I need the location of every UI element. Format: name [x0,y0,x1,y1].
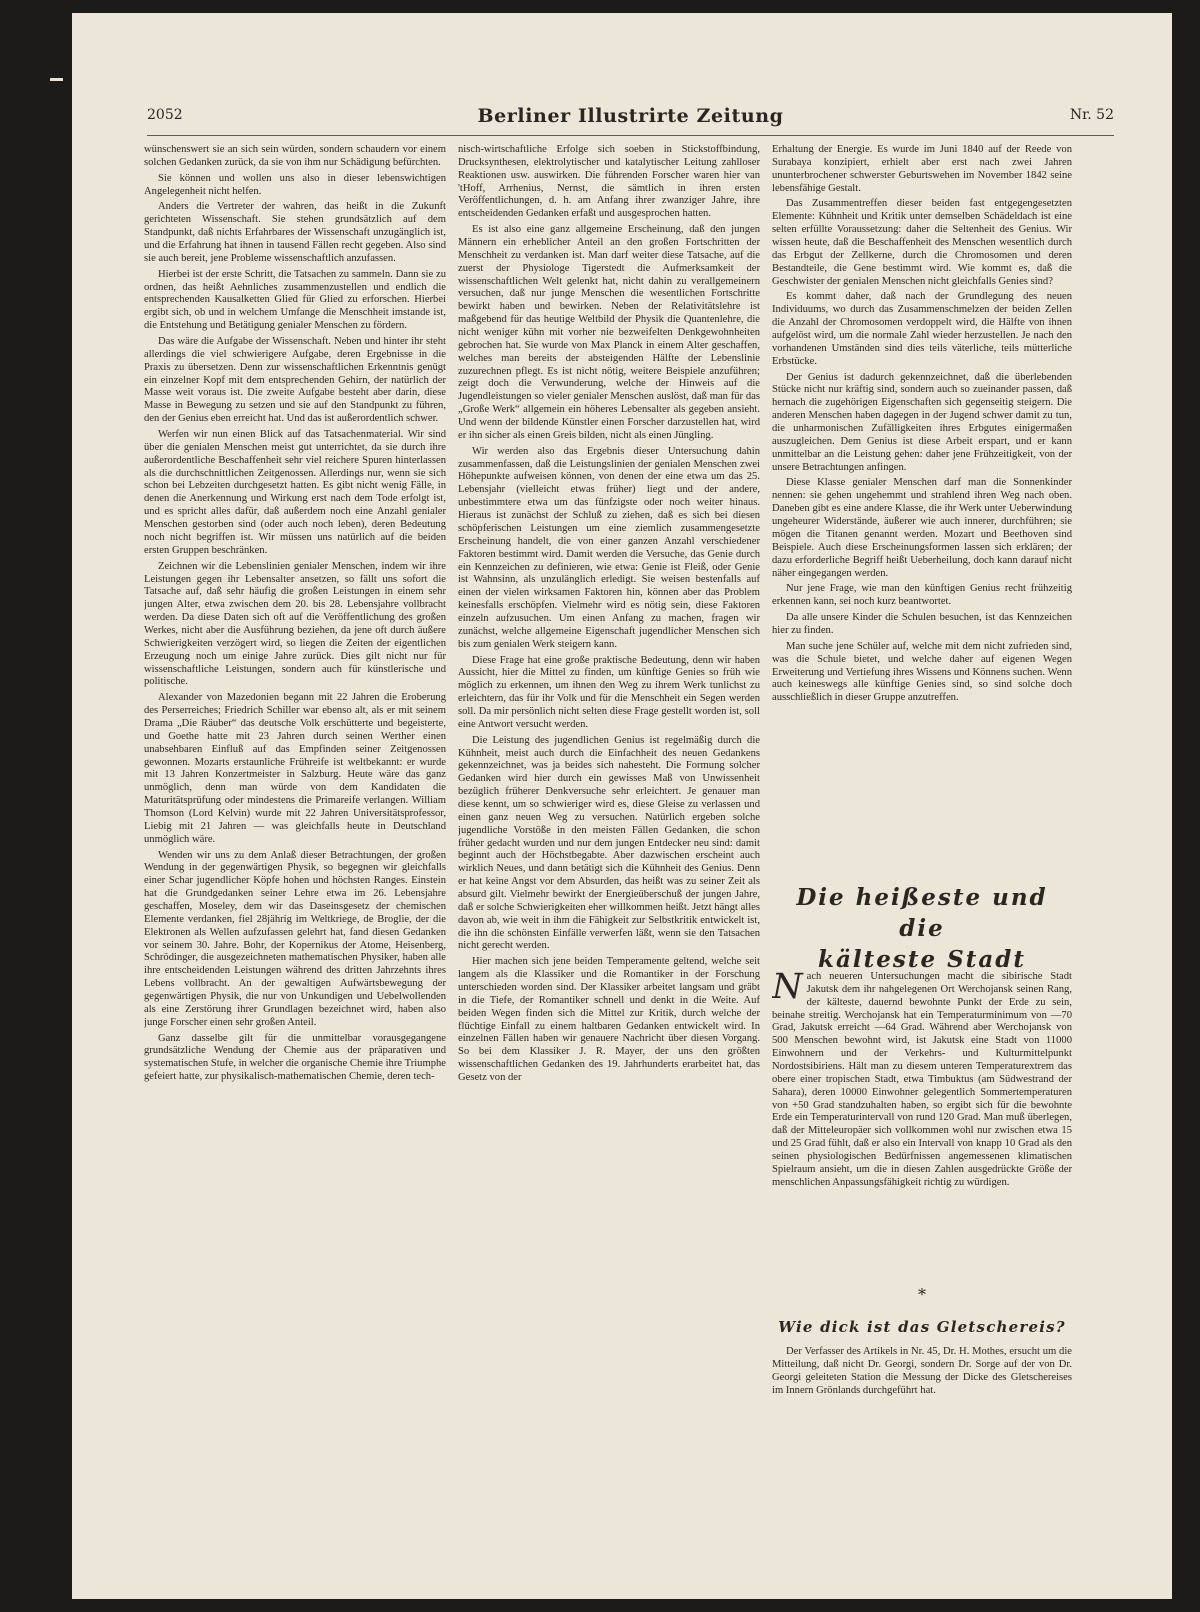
title-line: kälteste Stadt [818,946,1026,973]
article-title-glacier-ice: Wie dick ist das Gletschereis? [778,1318,1066,1336]
paragraph: Das Zusammentreffen dieser beiden fast entgegengesetzten Elemente: Kühnheit und Kritik unter demselben Schädeldach ist eine selten erfüllte Voraussetzung: daher die Seltenheit des Genius. Wir wissen heute, daß die Beschaffenheit des Menschen wesentlich durch das Erbgut der Zellkerne, durch die Chromosomen und deren Bestandteile, die Gene bestimmt wird. Wie kommt es, daß die Geschwister der genialen Menschen nicht gleichfalls Genies sind? [772,198,1072,287]
paragraph: Anders die Vertreter der wahren, das heißt in die Zukunft gerichteten Wissenschaft. Sie stehen grundsätzlich auf dem Standpunkt, daß nichts Erfahrbares der Wissenschaft unzugänglich ist, und die Erfahrung hat ihnen in tausend Fällen recht gegeben. Also sind sie auch bereit, jene Probleme wissenschaftlich anzufassen. [144,201,446,264]
article-text: ach neueren Untersuchungen macht die sibirische Stadt Jakutsk dem ihr nahgelegenen Ort Werchojansk seinen Rang, der kälteste, dauernd bewohnte Punkt der Erde zu sein, beinahe streitig. Werchojansk hat ein Temperaturminimum von —70 Grad, Jakutsk erreicht —64 Grad. Während aber Werchojansk von 500 Menschen bewohnt wird, ist Jakutsk eine Stadt von 11000 Einwohnern und der Verkehrs- und Kulturmittelpunkt Nordostsibiriens. Hält man zu diesem unteren Temperaturextrem das obere einer tropischen Stadt, etwa Timbuktus (am Südwestrand der Sahara), deren 10000 Einwohner gelegentlich Sommertemperaturen von +50 Grad standzuhalten haben, so ergibt sich für die bewohnte Erde ein Temperaturintervall von rund 120 Grad. Man muß überlegen, daß der Mitteleuropäer sich vollkommen wohl nur zwischen etwa 15 und 25 Grad fühlt, daß er also ein Intervall von knapp 10 Grad als den seinen physiologischen Bedürfnissen angemessenen klimatischen Spielraum ansieht, um die in diesen Zahlen ausgedrückte Größe der menschlichen Anpassungsfähigkeit richtig zu würdigen. [772,971,1072,1188]
paragraph: Diese Klasse genialer Menschen darf man die Sonnenkinder nennen: sie gehen ungehemmt und strahlend ihren Weg nach oben. Daneben gibt es eine andere Klasse, die ihr Werk unter Ueberwindung ungeheurer Widerstände, äußerer wie auch innerer, durchführen; sie mögen die Titanen genannt werden. Mozart und Beethoven sind Beispiele. Auch diese Erscheinungsformen lassen sich erklären; der dazu erforderliche Begriff heißt Ueberheilung, doch kann darauf nicht näher eingegangen werden. [772,477,1072,579]
paragraph: Hier machen sich jene beiden Temperamente geltend, welche seit langem als die Klassiker und die Romantiker in der Forschung unterschieden worden sind. Der Klassiker arbeitet langsam und gräbt in die Tiefe, der Romantiker schnell und denkt in die Weite. Auf beiden Wegen finden sich die Mittel zur Kritik, durch welche der flüchtige Einfall zu einem haltbaren Gedanken entwickelt wird. In einzelnen Fällen haben wir genauere Nachricht über diesen Vorgang. So bei dem Klassiker J. R. Mayer, der uns den größten wissenschaftlichen Gedanken des 19. Jahrhunderts erarbeitet hat, das Gesetz von der [458,956,760,1084]
newspaper-page [72,13,1172,1599]
paragraph: wünschenswert sie an sich sein würden, sondern schaudern vor einem solchen Gedanken zurück, da sie von ihm nur Schädigung befürchten. [144,144,446,168]
paragraph: Wir werden also das Ergebnis dieser Untersuchung dahin zusammenfassen, daß die Leistungslinien der genialen Menschen zwei Höhepunkte aufweisen können, von denen der eine etwa um das 25. Lebensjahr (vielleicht etwas früher) liegt und der andere, unbestimmtere etwa um das fünfzigste oder noch weiter hinaus. Hieraus ist zunächst der Schluß zu ziehen, daß es sich bei diesen schöpferischen Leistungen um eine ziemlich zusammengesetzte Erscheinung handelt, die von einer ganzen Anzahl verschiedener Faktoren bestimmt wird. Damit werden die Versuche, das Genie durch ein Kennzeichen zu definieren, wie etwa: Genie ist Fleiß, oder Genie ist Wahnsinn, als unzulänglich erledigt. Sie weisen bestenfalls auf einen der vielen wirksamen Faktoren hin, können aber das Problem keinesfalls erschöpfen. Vielmehr wird es nötig sein, diese Faktoren einzeln aufzusuchen. Um einen Anfang zu machen, fragen wir zunächst, welche allgemeine Eigenschaft jugendlicher Menschen sich bis zum genialen Werk steigern kann. [458,445,760,650]
drop-cap: N [772,971,803,1007]
article-body-hottest-coldest-city [772,971,1072,1271]
paragraph: Es kommt daher, daß nach der Grundlegung des neuen Individuums, wo durch das Zusammenschmelzen der beiden Zellen die Anzahl der Chromosomen verdoppelt wird, die Hälfte von ihnen aufgelöst wird, um die normale Zahl wieder herzustellen. Je nach den vorhandenen Umständen sind dies teils väterliche, teils mütterliche Erbstücke. [772,291,1072,367]
paragraph: Es ist also eine ganz allgemeine Erscheinung, daß den jungen Männern ein erheblicher Anteil an den großen Fortschritten der Menschheit zu verdanken ist. Man darf weiter diese Tatsache, auf die zuerst der Physiologe Tigerstedt die Aufmerksamkeit der wissenschaftlichen Welt gelenkt hat, nicht dahin zu verallgemeinern versuchen, daß nur junge Menschen die wesentlichen Fortschritte bewirkt haben und bewirken. Neben der Relativitätslehre ist maßgebend für das heutige Weltbild der Physik die Quantenlehre, die nicht weniger kühn mit vorher nie bezweifelten Denkgewohnheiten gebrochen hat. Sie wurde von Max Planck in einem Alter geschaffen, welches man bereits der absteigenden Hälfte der Lebenslinie zuzurechnen pflegt. Es ist nicht nötig, weitere Beispiele anzuführen; zeigt doch die Verwunderung, welche der Hinweis auf die Jugendleistungen so vieler genialer Menschen auslöst, daß man für das „Große Werk“ allgemein ein höheres Lebensalter als gegeben ansieht. Und wenn der bildende Künstler einen Forscher darzustellen hat, wird er ihn sicher als einen Greis bilden, nicht als einen Jüngling. [458,224,760,441]
paragraph: Man suche jene Schüler auf, welche mit dem nicht zufrieden sind, was die Schule bietet, und welche daher auf eigenen Wegen Erweiterung und Vertiefung ihres Wissens und Könnens suchen. Wenn auch keineswegs alle künftige Genies sind, so sind solche doch ausschließlich in dieser Gruppe anzutreffen. [772,640,1072,704]
article-body-glacier-ice [772,1346,1072,1426]
paragraph: Die Leistung des jugendlichen Genius ist regelmäßig durch die Kühnheit, meist auch durch die Einfachheit des neuen Gedankens gekennzeichnet, was ja beides sich nahesteht. Die Formung solcher Gedanken wird hier durch ein gewisses Maß von Unwissenheit bezüglich früherer Denkversuche sehr erleichtert. Je genauer man diese kennt, um so schwieriger wird es, diese Gleise zu verlassen und einen ganz neuen Weg zu versuchen. Natürlich ergeben solche jugendliche Vorstöße in den meisten Fällen Gedanken, die schon früher gedacht wurden und nur dem jungen Entdecker neu sind: damit beginnt auch der Höchstbegabte. Aber dazwischen erscheint auch wirklich Neues, und dann betätigt sich die Kühnheit des Genius. Denn er hat keine Angst vor dem Absurden, das heißt was zu seiner Zeit als absurd gilt. Vielmehr bewirkt der Energieüberschuß der jungen Jahre, daß er solche Schwierigkeiten eher willkommen heißt. Jetzt hängt alles davon ab, wie weit in ihm die Fähigkeit zur Selbstkritik entwickelt ist, die ihn die schönsten Einfälle verwerfen läßt, wenn sie den Tatsachen nicht gerecht werden. [458,734,760,952]
article-column-2 [458,144,760,1579]
paragraph: Zeichnen wir die Lebenslinien genialer Menschen, indem wir ihre Leistungen gegen ihr Lebensalter ansetzen, so fällt uns sofort die Tatsache auf, daß sehr häufig die großen Leistungen in einem sehr jungen Alter, etwa zwischen dem 20. bis 28. Lebensjahre vollbracht werden. Da diese Daten sich oft auf die Veröffentlichung des großen Werkes, nicht aber die Ausführung beziehen, da jene oft durch äußere Schwierigkeiten verzögert wird, so liegen die Zeiten der eigentlichen Erzeugung noch um einige Jahre zurück. Dies gilt nicht nur für wissenschaftliche Leistungen, sondern auch für künstlerische und politische. [144,560,446,688]
paragraph: Erhaltung der Energie. Es wurde im Juni 1840 auf der Reede von Surabaya konzipiert, erhielt aber erst nach zwei Jahren ununterbrochener schwerster Geburtswehen im November 1842 seine lebensfähige Gestalt. [772,144,1072,194]
article-column-1 [144,144,446,1579]
paragraph: Der Genius ist dadurch gekennzeichnet, daß die überlebenden Stücke nicht nur kräftig sind, sondern auch so zueinander passen, daß hernach die zugehörigen Eigenschaften sich gegenseitig steigern. Die anderen Menschen haben dagegen in der Jugend schwer damit zu tun, die unharmonischen Zufälligkeiten ihres Erbgutes einigermaßen auszugleichen. Dem Genius ist diese Arbeit erspart, und er kann unmittelbar an die Leistung gehen: daher jene Frühzeitigkeit, von der unsere Betrachtungen anfingen. [772,371,1072,473]
article-title-hottest-coldest-city [772,882,1072,975]
paragraph: Das wäre die Aufgabe der Wissenschaft. Neben und hinter ihr steht allerdings die viel schwierigere Aufgabe, deren Ergebnisse in die Praxis zu übersetzen. Denn zur wissenschaftlichen Erkenntnis genügt ein einzelner Kopf mit dem entsprechenden Gehirn, der natürlich der Masse weit voraus ist. Die zweite Aufgabe besteht aber darin, diese Masse in Bewegung zu setzen und sie auf den Standpunkt zu führen, den der Genius eben erreicht hat. Und das ist außerordentlich schwer. [144,336,446,425]
paragraph: Der Verfasser des Artikels in Nr. 45, Dr. H. Mothes, ersucht um die Mitteilung, daß nicht Dr. Georgi, sondern Dr. Sorge auf der von Dr. Georgi geleiteten Station die Messung der Dicke des Gletschereises im Innern Grönlands durchgeführt hat. [772,1346,1072,1396]
paragraph: Werfen wir nun einen Blick auf das Tatsachenmaterial. Wir sind über die genialen Menschen meist gut unterrichtet, da sie durch ihre außerordentliche Beschaffenheit sehr viel reichere Spuren hinterlassen als die durchschnittlichen Zeitgenossen. Allerdings nur, wenn sie sich schon bei Lebzeiten durchgesetzt hatten. Es gibt nicht wenig Fälle, in denen die Anerkennung und Wirkung erst nach dem Tode erfolgt ist, und es spricht alles dafür, daß außerdem noch eine Anzahl genialer Menschen gestorben sind (oder auch noch leben), deren Bedeutung noch nicht begriffen ist. Wir müssen uns natürlich auf die beiden ersten Gruppen beschränken. [144,429,446,556]
article-column-3 [772,144,1072,846]
section-separator: * [918,1285,926,1304]
paragraph: nisch-wirtschaftliche Erfolge sich soeben in Stickstoffbindung, Drucksynthesen, elektrolytischer und katalytischer Leitung zahlloser Reaktionen usw. auswirken. Die führenden Forscher waren hier van 'tHoff, Arrhenius, Nernst, die sämtlich in ihren ersten Veröffentlichungen, d. h. am Anfang ihrer zwanziger Jahre, ihre entscheidenden Gedanken erfaßt und ausgesprochen hatten. [458,144,760,220]
paragraph: Alexander von Mazedonien begann mit 22 Jahren die Eroberung des Perserreiches; Friedrich Schiller war ebenso alt, als er mit seinem Drama „Die Räuber“ das deutsche Volk erschütterte und begeisterte, und Goethe hatte mit 23 Jahren durch seinen Werther einen unabsehbaren Einfluß auf das Empfinden seiner Zeitgenossen gewonnen. Mozarts erstaunliche Frühreife ist weltbekannt: er wurde mit 13 Jahren Konzertmeister in Salzburg. Heute wäre das ganz unmöglich, denn man würde von dem Kandidaten die Maturitätsprüfung oder mindestens die Primareife verlangen. William Thomson (Lord Kelvin) wurde mit 22 Jahren Universitätsprofessor, Liebig mit 21 Jahren — was gleichfalls heute in Deutschland unmöglich wäre. [144,692,446,845]
paragraph: Ganz dasselbe gilt für die unmittelbar vorausgegangene grundsätzliche Wendung der Chemie aus der präparativen und systematischen Stufe, in welcher die organische Chemie ihre Triumphe gefeiert hatte, zur physikalisch-mathematischen Chemie, deren tech- [144,1032,446,1083]
title-line: Die heißeste und die [796,884,1048,942]
paragraph: Da alle unsere Kinder die Schulen besuchen, ist das Kennzeichen hier zu finden. [772,612,1072,636]
paragraph: Sie können und wollen uns also in dieser lebenswichtigen Angelegenheit nicht helfen. [144,172,446,197]
masthead: Berliner Illustrirte Zeitung [477,105,784,127]
paragraph: Diese Frage hat eine große praktische Bedeutung, denn wir haben Aussicht, hier die Mittel zu finden, um künftige Genies so früh wie möglich zu erkennen, um ihnen den Weg zu ihrem Werk tunlichst zu erleichtern, das für ihr Volk und für die Menschheit ein Segen werden soll. Da mir persönlich nicht selten diese Frage gestellt worden ist, soll eine Antwort versucht werden. [458,654,760,730]
edge-mark [50,78,63,81]
page-number: 2052 [147,107,183,123]
paragraph: Wenden wir uns zu dem Anlaß dieser Betrachtungen, der großen Wendung in der gegenwärtigen Physik, so begegnen wir gleichfalls einer Schar jugendlicher Köpfe hohen und höchsten Ranges. Einstein hat die Grundgedanken seiner Lehre etwa im 26. Lebensjahre geschaffen, Moseley, dem wir das Daseinsgesetz der chemischen Elemente verdanken, fiel 28jährig im Weltkriege, de Broglie, der die Elektronen als Wellen aufzufassen gelehrt hat, fand diesen Gedanken vor seinem 30. Jahre. Bohr, der Kopernikus der Atome, Heisenberg, Schrödinger, die ausgezeichneten mathematischen Physiker, haben alle ihre entscheidenden Leistungen während des dritten Jahrzehnts ihres Lebens vollbracht. An der gewaltigen Aufwärtsbewegung der gegenwärtigen Physik, die nur von Unkundigen und Uebelwollenden als eine Zerstörung ihrer Grundlagen bezeichnet wird, haben also junge Forscher einen sehr großen Anteil. [144,849,446,1028]
issue-number: Nr. 52 [1069,107,1114,123]
paragraph: Nur jene Frage, wie man den künftigen Genius recht frühzeitig erkennen kann, sei noch kurz beantwortet. [772,583,1072,608]
paragraph: Hierbei ist der erste Schritt, die Tatsachen zu sammeln. Dann sie zu ordnen, das heißt Aehnliches zusammenzustellen und endlich die entsprechenden Kausalketten Glied für Glied zu erforschen. Hierbei ergibt sich, ob und in welchem Umfange die Menschheit imstande ist, die Entstehung und Betätigung genialer Menschen zu fördern. [144,268,446,332]
page-header [147,105,1114,136]
